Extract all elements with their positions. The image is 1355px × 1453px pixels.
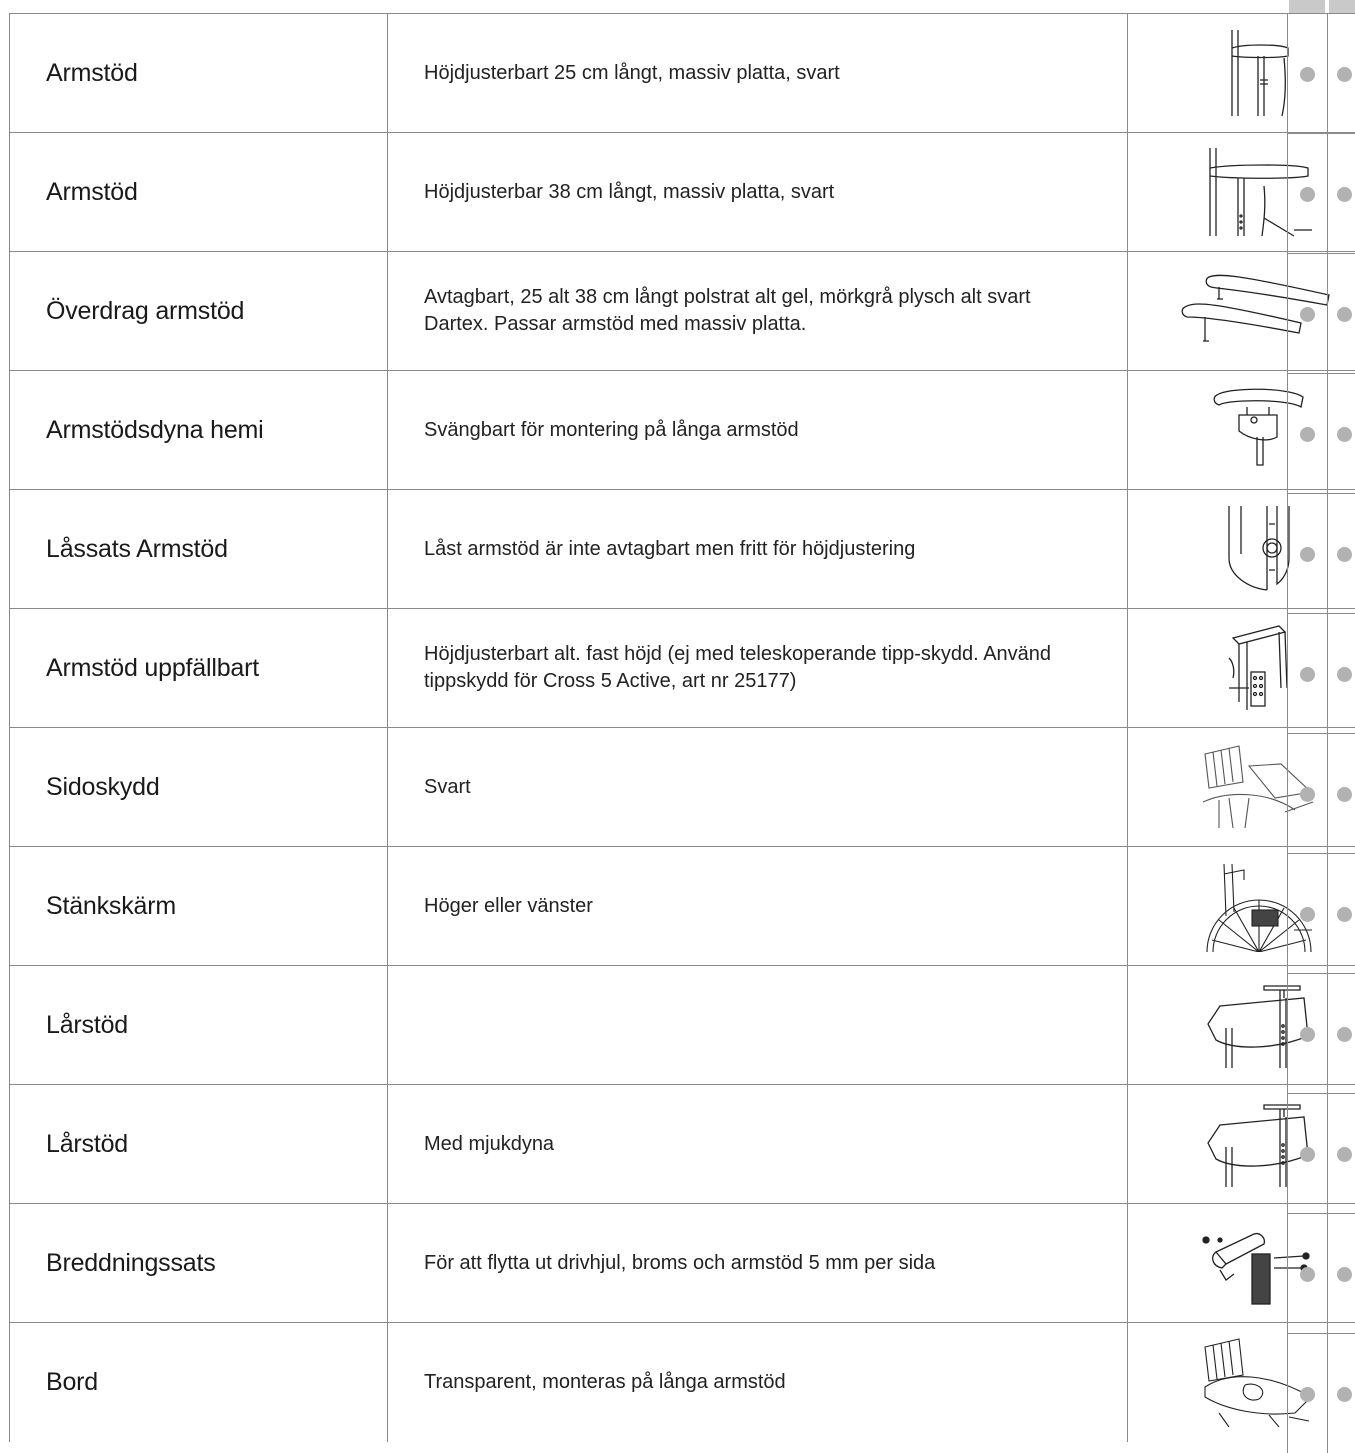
product-description — [388, 966, 1128, 1085]
table-row — [10, 490, 1355, 609]
table-row — [10, 1085, 1355, 1204]
availability-row — [1287, 1093, 1355, 1213]
product-description: Avtagbart, 25 alt 38 cm långt polstrat alt gel, mörkgrå plysch alt svart Dartex. Passar armstöd med massiv platta. — [388, 252, 1128, 371]
availability-dot — [1300, 307, 1315, 322]
availability-row — [1287, 253, 1355, 373]
availability-columns — [1287, 13, 1355, 1453]
header-tab-a — [1289, 0, 1325, 13]
availability-dot — [1337, 1387, 1352, 1402]
availability-row — [1287, 1333, 1355, 1453]
product-name: Armstöd — [10, 14, 388, 133]
availability-dot — [1337, 1267, 1352, 1282]
armrest-short-icon — [1224, 64, 1294, 81]
product-description: För att flytta ut drivhjul, broms och armstöd 5 mm per sida — [388, 1204, 1128, 1323]
availability-dot — [1300, 667, 1315, 682]
product-name: Stänkskärm — [10, 847, 388, 966]
product-name: Breddningssats — [10, 1204, 388, 1323]
availability-dot — [1337, 907, 1352, 922]
table-row — [10, 133, 1355, 252]
availability-row — [1287, 613, 1355, 733]
product-description: Svängbart för montering på långa armstöd — [388, 371, 1128, 490]
availability-row — [1287, 1213, 1355, 1333]
table-row — [10, 847, 1355, 966]
product-name: Lårstöd — [10, 1085, 388, 1204]
availability-dot — [1300, 187, 1315, 202]
availability-dot — [1337, 427, 1352, 442]
product-name: Bord — [10, 1323, 388, 1442]
availability-dot — [1337, 547, 1352, 562]
availability-dot — [1337, 1147, 1352, 1162]
availability-row — [1287, 133, 1355, 253]
availability-row — [1287, 493, 1355, 613]
product-description: Med mjukdyna — [388, 1085, 1128, 1204]
product-description: Höger eller vänster — [388, 847, 1128, 966]
availability-dot — [1300, 67, 1315, 82]
availability-dot — [1337, 307, 1352, 322]
product-name: Armstöd — [10, 133, 388, 252]
availability-dot — [1337, 787, 1352, 802]
availability-dot — [1337, 187, 1352, 202]
table-row — [10, 966, 1355, 1085]
availability-dot — [1300, 547, 1315, 562]
availability-row — [1287, 853, 1355, 973]
availability-row — [1287, 373, 1355, 493]
product-name: Armstöd uppfällbart — [10, 609, 388, 728]
availability-dot — [1300, 1267, 1315, 1282]
availability-row — [1287, 973, 1355, 1093]
header-tab-b — [1329, 0, 1355, 13]
table-row — [10, 14, 1355, 133]
availability-row — [1287, 13, 1355, 133]
availability-dot — [1300, 427, 1315, 442]
product-name: Lårstöd — [10, 966, 388, 1085]
product-description: Höjdjusterbar 38 cm långt, massiv platta, svart — [388, 133, 1128, 252]
product-description: Höjdjusterbart alt. fast höjd (ej med teleskoperande tipp-skydd. Använd tippskydd för Cross 5 Active, art nr 25177) — [388, 609, 1128, 728]
availability-dot — [1300, 1027, 1315, 1042]
availability-dot — [1300, 907, 1315, 922]
table-row — [10, 609, 1355, 728]
product-description: Transparent, monteras på långa armstöd — [388, 1323, 1128, 1442]
table-row — [10, 1323, 1355, 1442]
product-name: Sidoskydd — [10, 728, 388, 847]
table-row — [10, 371, 1355, 490]
product-name: Armstödsdyna hemi — [10, 371, 388, 490]
accessories-table — [9, 13, 1355, 1442]
availability-dot — [1337, 67, 1352, 82]
availability-row — [1287, 733, 1355, 853]
availability-dot — [1300, 1387, 1315, 1402]
product-description: Svart — [388, 728, 1128, 847]
availability-dot — [1300, 1147, 1315, 1162]
product-name: Låssats Armstöd — [10, 490, 388, 609]
availability-dot — [1300, 787, 1315, 802]
availability-dot — [1337, 1027, 1352, 1042]
product-description: Höjdjusterbart 25 cm långt, massiv platta, svart — [388, 14, 1128, 133]
table-row — [10, 728, 1355, 847]
product-name: Överdrag armstöd — [10, 252, 388, 371]
table-row — [10, 1204, 1355, 1323]
product-description: Låst armstöd är inte avtagbart men fritt för höjdjustering — [388, 490, 1128, 609]
availability-dot — [1337, 667, 1352, 682]
table-row — [10, 252, 1355, 371]
